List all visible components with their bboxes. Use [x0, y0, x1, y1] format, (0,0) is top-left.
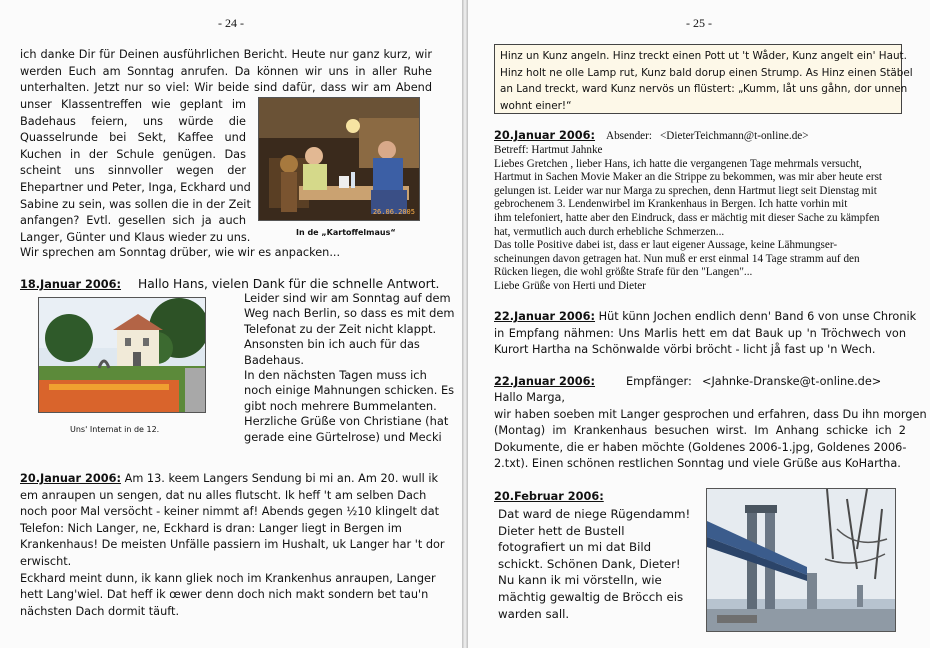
entry-header: [494, 374, 595, 391]
text-line: fotografiert un mi dat Bild: [498, 540, 652, 555]
sender-address: <DieterTeichmann@t-online.de>: [660, 130, 809, 142]
text-line: Kuchen in der Schule genügen. Das: [20, 147, 246, 161]
recipient-label: Empfänger:: [626, 375, 692, 388]
text-line: Quasselrunde bei Sekt, Kaffee und: [20, 131, 246, 145]
text-line: nächsten Dach dormit täuft.: [20, 604, 180, 618]
date-stamp: 26.06.2005: [372, 208, 415, 216]
subject-line: Betreff: Hartmut Jahnke: [494, 144, 603, 156]
page-number-right: - 25 -: [686, 16, 712, 30]
building-photo-icon: [39, 298, 205, 412]
intro-narrow: [20, 97, 251, 246]
restaurant-photo-icon: [259, 98, 419, 220]
text-line: Badehaus feiern, uns würde die: [20, 114, 246, 128]
text-line: hett Lang'wiel. Dat heff ik œwer denn doch nich makt sondern bet tau'n: [20, 588, 429, 602]
entry-body: [498, 506, 698, 622]
text-line: Hartmut in Sachen Movie Maker an die Strippe zu bekommen, was mir aber heute erst: [494, 171, 883, 184]
entry-body: [20, 471, 445, 620]
text-line: gerade eine Gürtelrose) und Mecki: [244, 429, 442, 444]
internat-photo: [38, 297, 206, 413]
text-line: 2.txt). Einen schönen restlichen Sonntag und viele Grüße aus KoHartha.: [494, 457, 901, 471]
page-number-left: - 24 -: [218, 16, 244, 30]
text-line: Leider sind wir am Sonntag auf dem: [244, 291, 451, 305]
text-line: Weg nach Berlin, so dass es mit dem: [244, 306, 455, 321]
text-line: noch poor Mal versöcht - keiner nimmt af! Abends gegen ½10 klingelt dat: [20, 505, 440, 519]
recipient-address: <Jahnke-Dranske@t-online.de>: [702, 375, 882, 388]
text-line: In den nächsten Tagen muss ich: [244, 368, 427, 383]
entry-body: [494, 309, 917, 359]
entry-body: [244, 291, 454, 445]
joke-box: [494, 44, 913, 114]
text-line: Langer, Günter und Klaus wieder zu uns.: [20, 230, 251, 244]
text-line: unser Klassentreffen wie geplant im: [20, 98, 246, 111]
text-line: noch einige Mahnungen schicken. Es: [244, 383, 455, 398]
text-line: warden sall.: [498, 606, 570, 621]
text-line: anfangen? Evtl. gesellen sich ja auch: [20, 214, 246, 228]
text-line: in Empfang nähmen: Uns Marlis hett em dat Bauk up 'n Tröchwech von: [494, 326, 906, 340]
text-line: Badehaus.: [244, 352, 305, 367]
text-line: ihm telefoniert, hatte aber den Eindruck, dass er mächtig mit dieser Sache zu kämpfen: [494, 211, 880, 224]
intro-wide: [20, 47, 432, 97]
text-line: gebrochenem 3. Lendenwirbel im Krankenhaus in Bergen. Ich hatte vorhin mit: [494, 198, 848, 211]
text-line: Herzliche Grüße von Christiane (hat: [244, 414, 449, 429]
entry-date-label: 20.Februar 2006:: [494, 490, 604, 503]
text-line: wohnt einer!“: [500, 99, 572, 112]
entry-header: [494, 489, 604, 506]
text-line: Ansonsten bin ich auch für das: [244, 337, 420, 352]
greeting-line: Hallo Marga,: [494, 391, 565, 404]
text-line: werden Euch am Sonntag anrufen. Da können wir uns in aller Ruhe: [20, 64, 432, 78]
entry-date-label: 20.Januar 2006:: [494, 129, 596, 142]
entry-date-label: 22.Januar 2006:: [494, 310, 596, 323]
text-line: Das tolle Positive dabei ist, dass er laut eigener Aussage, keine Lähmungser-: [494, 239, 838, 252]
entry-body: [494, 390, 927, 473]
text-line: Dat ward de niege Rügendamm!: [498, 507, 691, 521]
text-line: gelungen ist. Leider war nur Marga zu sprechen, denn Hartmut liegt seit Dienstag mit: [494, 184, 877, 197]
text-line: schickt. Schönen Dank, Dieter!: [498, 556, 681, 571]
text-line: Kurort Hartha na Schönwalde vörbi bröcht - licht jå fast up 'n Wech.: [494, 343, 876, 357]
bridge-photo-icon: [707, 489, 895, 631]
kartoffelmaus-photo: [258, 97, 420, 221]
text-line: ich danke Dir für Deinen ausführlichen Bericht. Heute nur ganz kurz, wir: [20, 48, 432, 61]
text-line: unterhalten. Jetzt nur so viel: Wir beide sind dafür, dass wir am Abend: [20, 81, 432, 95]
text-line: Dieter hett de Bustell: [498, 523, 625, 538]
bridge-photo: [706, 488, 896, 632]
text-line: mächtig gewaltig de Bröcch eis: [498, 589, 684, 604]
text-line: Sabine zu sein, was sollen die in der Zeit: [20, 197, 251, 211]
text-line: Eckhard meint dunn, ik kann gliek noch im Krankenhus anraupen, Langer: [20, 571, 436, 585]
text-line: Liebes Gretchen , lieber Hans, ich hatte die vergangenen Tage mehrmals versucht,: [494, 157, 862, 170]
text-line: Nu kann ik mi vörstelln, wie: [498, 573, 662, 588]
text-line: Hinz holt ne olle Lamp rut, Kunz bald dorup einen Strump. As Hinz einen Stäbel: [500, 66, 913, 79]
text-line: hat, vermutlich auch durch erhebliche Schmerzen...: [494, 225, 725, 238]
text-line: gibt noch mehrere Bummelanten.: [244, 398, 437, 413]
left-page: [0, 0, 462, 648]
text-line: Ehepartner und Peter, Inga, Eckhard und: [20, 180, 251, 194]
text-line: (Montag) im Krankenhaus besuchen wirst. Im Anhang schicke ich 2: [494, 424, 906, 438]
photo-caption: Uns' Internat in de 12.: [70, 425, 160, 434]
text-line: Krankenhaus! De meisten Unfälle passiern im Hushalt, uk Langer har 't dor: [20, 538, 445, 552]
text-line: Rücken liegen, die wohl größte Strafe für den "Langen"...: [494, 266, 753, 279]
intro-end: Wir sprechen am Sonntag drüber, wie wir es anpacken...: [20, 246, 341, 259]
text-line: scheint uns sinnvoller wegen der: [20, 164, 246, 178]
entry-header: [494, 128, 595, 145]
entry-date: [20, 277, 121, 294]
text-line: wir haben soeben mit Langer gesprochen und erfahren, dass Du ihn morgen: [494, 407, 927, 421]
text-line: Liebe Grüße von Herti und Dieter: [494, 279, 646, 292]
text-line: Dokumente, die er haben möchte (Goldenes 2006-1.jpg, Goldenes 2006-: [494, 440, 907, 454]
text-line: Telefon: Nich Langer, ne, Eckhard is dran: Langer liegt in Bergen im: [20, 521, 402, 535]
text-line: em anraupen un sengen, dat nu alles flutscht. Ik heff 't am selben Dach: [20, 488, 427, 502]
entry-date-label: 18.Januar 2006:: [20, 278, 122, 291]
text-line: scheinungen davon getragen hat. Nun muß er erst einmal 14 Tage stramm auf den: [494, 252, 860, 265]
entry-date-label: 20.Januar 2006:: [20, 472, 122, 485]
text-line: Hüt künn Jochen endlich denn' Band 6 von unse Chronik: [595, 310, 917, 323]
text-line: erwischt.: [20, 554, 72, 568]
text-line: Am 13. keem Langers Sendung bi mi an. Am 20. wull ik: [121, 472, 439, 485]
text-line: an Land treckt, ward Kunz nervös un flüstert: „Kumm, låt uns gåhn, dor unnen: [500, 83, 908, 96]
right-page: [468, 0, 930, 648]
sender-label: Absender:: [606, 130, 652, 142]
text-line: Hinz un Kunz angeln. Hinz treckt einen Pott ut 't Wåder, Kunz angelt ein' Haut.: [500, 50, 907, 62]
entry-greeting: Hallo Hans, vielen Dank für die schnelle Antwort.: [138, 277, 440, 291]
entry-date-label: 22.Januar 2006:: [494, 375, 596, 388]
entry-body: [494, 144, 918, 294]
text-line: Telefonat zu der Zeit nicht klappt.: [244, 321, 437, 336]
photo-caption: In de „Kartoffelmaus“: [296, 228, 396, 237]
